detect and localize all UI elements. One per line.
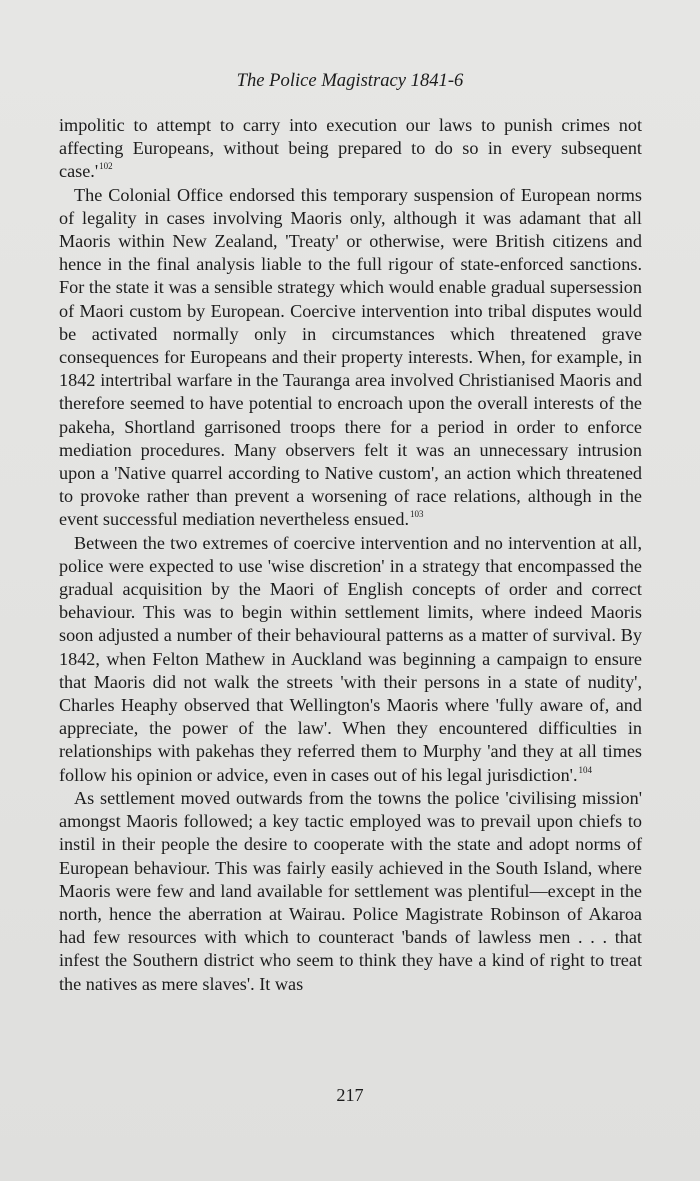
paragraph-text: As settlement moved outwards from the towns the police 'civilising mission' amongst Maoris followed; a key tactic employed was to prevail upon chiefs to instil in their people the desire to cooperate with the state and adopt norms of European behaviour. This was fairly easily achieved in the South Island, where Maoris were few and land available for settlement was plentiful—except in the north, hence the aberration at Wairau. Police Magistrate Robinson of Akaroa had few resources with which to counteract 'bands of lawless men . . . that infest the Southern district who seem to think they have a kind of right to treat the natives as mere slaves'. It was [59,787,642,994]
paragraph-2 [59,184,642,532]
paragraph-text: Between the two extremes of coercive intervention and no intervention at all, police were expected to use 'wise discretion' in a strategy that encompassed the gradual acquisition by the Maori of English concepts of order and correct behaviour. This was to begin within settlement limits, where indeed Maoris soon adjusted a number of their behavioural patterns as a matter of survival. By 1842, when Felton Mathew in Auckland was beginning a campaign to ensure that Maoris did not walk the streets 'with their persons in a state of nudity', Charles Heaphy observed that Wellington's Maoris where 'fully aware of, and appreciate, the power of the law'. When they encountered difficulties in relationships with pakehas they referred them to Murphy 'and they at all times follow his opinion or advice, even in cases out of his legal jurisdiction'. [59,532,642,785]
body-text [59,114,642,996]
paragraph-1 [59,114,642,184]
footnote-ref[interactable]: 103 [410,509,424,520]
footnote-ref[interactable]: 102 [99,161,113,172]
paragraph-text: The Colonial Office endorsed this temporary suspension of European norms of legality in cases involving Maoris only, although it was adamant that all Maoris within New Zealand, 'Treaty' or otherwise, were British citizens and hence in the final analysis liable to the full rigour of state-enforced sanctions. For the state it was a sensible strategy which would enable gradual supersession of Maori custom by European. Coercive intervention into tribal disputes would be activated normally only in circumstances which threatened grave consequences for Europeans and their property interests. When, for example, in 1842 intertribal warfare in the Tauranga area involved Christianised Maoris and therefore seemed to have potential to encroach upon the overall interests of the pakeha, Shortland garrisoned troops there for a period in order to enforce mediation procedures. Many observers felt it was an unnecessary intrusion upon a 'Native quarrel according to Native custom', an action which threatened to provoke rather than prevent a worsening of race relations, although in the event successful mediation nevertheless ensued. [59,184,642,530]
paragraph-3 [59,532,642,787]
running-head: The Police Magistracy 1841-6 [236,70,464,91]
page-number: 217 [336,1085,364,1105]
footnote-ref[interactable]: 104 [578,764,592,775]
paragraph-4 [59,787,642,996]
paragraph-text: impolitic to attempt to carry into execution our laws to punish crimes not affecting Europeans, without being prepared to do so in every subsequent case.' [59,115,642,182]
